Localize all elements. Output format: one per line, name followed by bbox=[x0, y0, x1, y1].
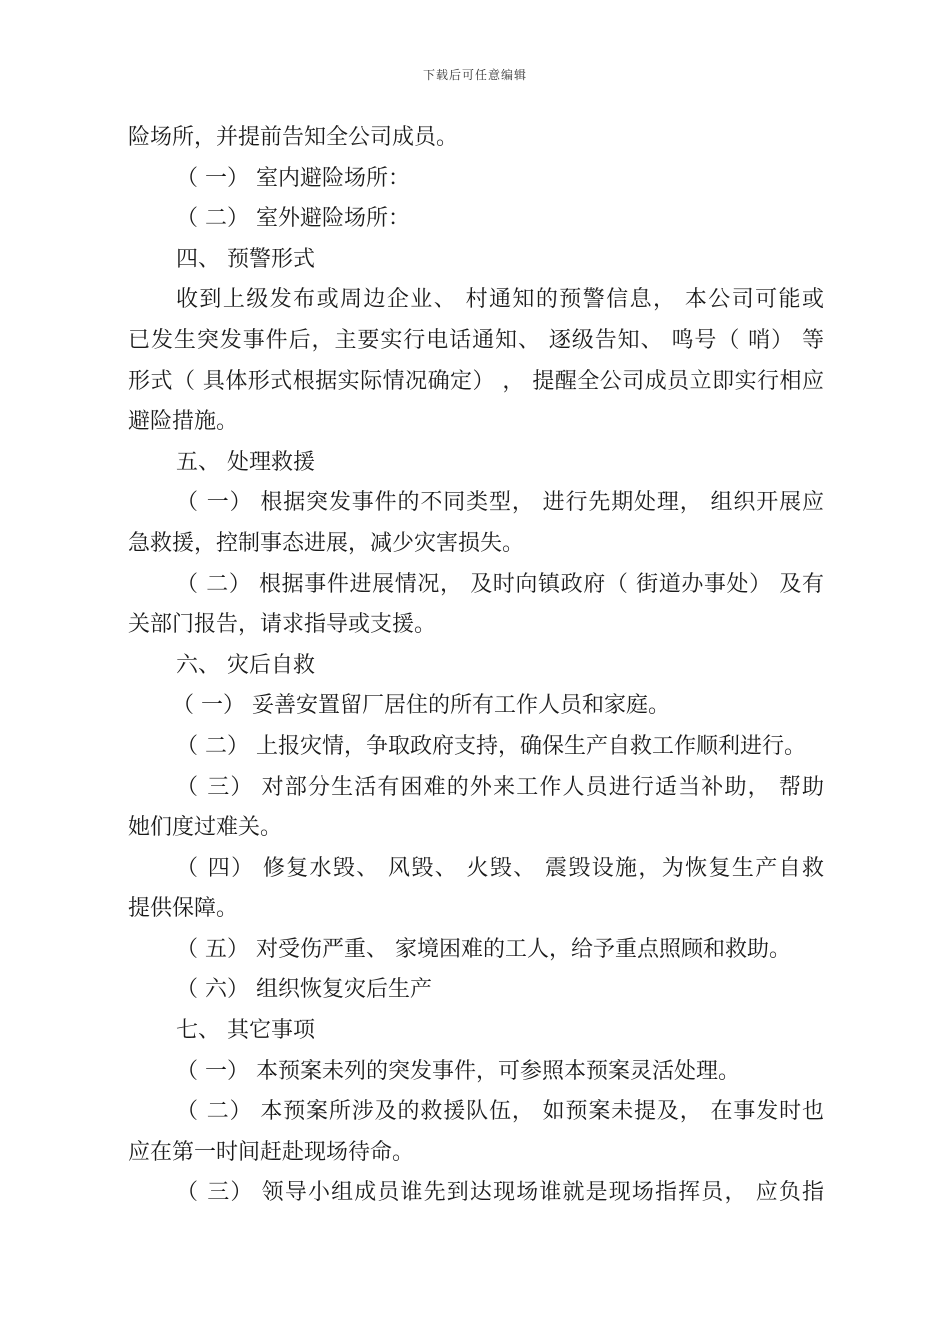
text-line: 已发生突发事件后，主要实行电话通知、 逐级告知、 鸣号（ 哨） 等 bbox=[128, 327, 824, 353]
text-line: （ 二） 本预案所涉及的救援队伍， 如预案未提及， 在事发时也 bbox=[176, 1099, 824, 1125]
text-line: （ 三） 领导小组成员谁先到达现场谁就是现场指挥员， 应负指 bbox=[176, 1180, 824, 1206]
text-line: 急救援，控制事态进展，减少灾害损失。 bbox=[128, 530, 525, 556]
text-line: （ 一） 根据突发事件的不同类型， 进行先期处理， 组织开展应 bbox=[176, 490, 824, 516]
text-line: 形式（ 具体形式根据实际情况确定） ， 提醒全公司成员立即实行相应 bbox=[128, 368, 824, 394]
text-line: 她们度过难关。 bbox=[128, 815, 283, 841]
text-line: （ 二） 上报灾情，争取政府支持，确保生产自救工作顺利进行。 bbox=[176, 733, 806, 759]
text-line: （ 四） 修复水毁、 风毁、 火毁、 震毁设施，为恢复生产自救 bbox=[176, 855, 824, 881]
text-line: （ 二） 根据事件进展情况， 及时向镇政府（ 街道办事处） 及有 bbox=[176, 571, 824, 597]
section-heading: 七、 其它事项 bbox=[176, 1018, 315, 1044]
section-heading: 五、 处理救援 bbox=[176, 449, 315, 475]
text-line: 提供保障。 bbox=[128, 896, 239, 922]
text-line: （ 一） 室内避险场所： bbox=[176, 165, 410, 191]
page-header: 下载后可任意编辑 bbox=[422, 68, 527, 82]
section-heading: 四、 预警形式 bbox=[176, 246, 315, 272]
document-body bbox=[128, 118, 824, 1214]
text-line: （ 三） 对部分生活有困难的外来工作人员进行适当补助， 帮助 bbox=[176, 774, 824, 800]
text-line: 应在第一时间赶赴现场待命。 bbox=[128, 1139, 415, 1165]
text-line: （ 六） 组织恢复灾后生产 bbox=[176, 977, 432, 1003]
text-line: （ 五） 对受伤严重、 家境困难的工人，给予重点照顾和救助。 bbox=[176, 936, 791, 962]
text-line: （ 一） 本预案未列的突发事件，可参照本预案灵活处理。 bbox=[176, 1058, 740, 1084]
text-line: 关部门报告，请求指导或支援。 bbox=[128, 612, 437, 638]
text-line: （ 一） 妥善安置留厂居住的所有工作人员和家庭。 bbox=[172, 693, 670, 719]
text-line: （ 二） 室外避险场所： bbox=[176, 206, 410, 232]
text-line: 险场所，并提前告知全公司成员。 bbox=[128, 125, 459, 150]
text-line: 避险措施。 bbox=[128, 409, 239, 435]
section-heading: 六、 灾后自救 bbox=[176, 652, 315, 678]
text-line: 收到上级发布或周边企业、 村通知的预警信息， 本公司可能或 bbox=[176, 287, 824, 313]
